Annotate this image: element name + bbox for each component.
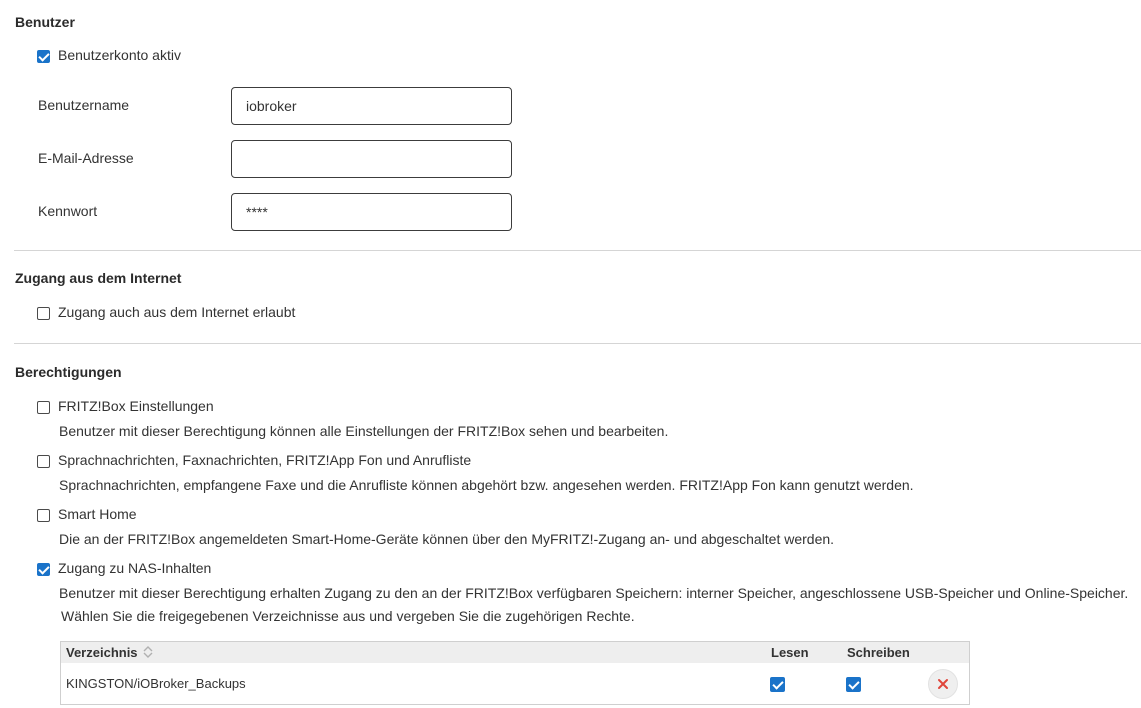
internet-access-checkbox[interactable] (37, 307, 50, 320)
nas-directory-table (60, 641, 970, 705)
row-directory: KINGSTON/iOBroker_Backups (66, 676, 246, 691)
permission-smarthome-checkbox[interactable] (37, 509, 50, 522)
row-read-checkbox[interactable] (770, 677, 785, 692)
permission-nas-description: Benutzer mit dieser Berechtigung erhalten Zugang zu den an der FRITZ!Box verfügbaren Speichern: interner Speicher, angeschlossene USB-Speicher und Online-Speicher. (59, 585, 1129, 601)
close-icon (937, 678, 949, 690)
table-header (61, 642, 969, 663)
account-active-label[interactable]: Benutzerkonto aktiv (58, 47, 181, 63)
permission-settings-checkbox[interactable] (37, 401, 50, 414)
permission-voice-checkbox[interactable] (37, 455, 50, 468)
permission-smarthome-description: Die an der FRITZ!Box angemeldeten Smart-Home-Geräte können über den MyFRITZ!-Zugang an- und abgeschaltet werden. (59, 531, 835, 547)
section-title-permissions: Berechtigungen (15, 364, 122, 380)
password-label: Kennwort (38, 203, 98, 219)
column-header-directory-label: Verzeichnis (66, 645, 138, 660)
section-title-user: Benutzer (15, 14, 75, 30)
sort-icon[interactable] (143, 645, 153, 662)
email-field[interactable] (231, 140, 512, 178)
column-header-write: Schreiben (847, 645, 910, 660)
permission-nas-checkbox[interactable] (37, 563, 50, 576)
delete-row-button[interactable] (928, 669, 958, 699)
permission-nas-description-2: Wählen Sie die freigegebenen Verzeichnisse aus und vergeben Sie die zugehörigen Rechte. (61, 608, 635, 624)
permission-voice-description: Sprachnachrichten, empfangene Faxe und die Anrufliste können abgehört bzw. angesehen werden. FRITZ!App Fon kann genutzt werden. (59, 477, 914, 493)
permission-settings-label[interactable]: FRITZ!Box Einstellungen (58, 398, 214, 414)
column-header-read: Lesen (771, 645, 809, 660)
internet-access-label[interactable]: Zugang auch aus dem Internet erlaubt (58, 304, 296, 320)
account-active-checkbox[interactable] (37, 50, 50, 63)
password-field[interactable] (231, 193, 512, 231)
divider (14, 343, 1141, 344)
permission-settings-description: Benutzer mit dieser Berechtigung können alle Einstellungen der FRITZ!Box sehen und bearbeiten. (59, 423, 669, 439)
permission-voice-label[interactable]: Sprachnachrichten, Faxnachrichten, FRITZ!App Fon und Anrufliste (58, 452, 472, 468)
permission-nas-label[interactable]: Zugang zu NAS-Inhalten (58, 560, 212, 576)
row-write-checkbox[interactable] (846, 677, 861, 692)
divider (14, 250, 1141, 251)
email-label: E-Mail-Adresse (38, 150, 134, 166)
section-title-internet: Zugang aus dem Internet (15, 270, 182, 286)
permission-smarthome-label[interactable]: Smart Home (58, 506, 137, 522)
username-label: Benutzername (38, 97, 130, 113)
username-field[interactable] (231, 87, 512, 125)
column-header-directory[interactable] (66, 645, 153, 662)
